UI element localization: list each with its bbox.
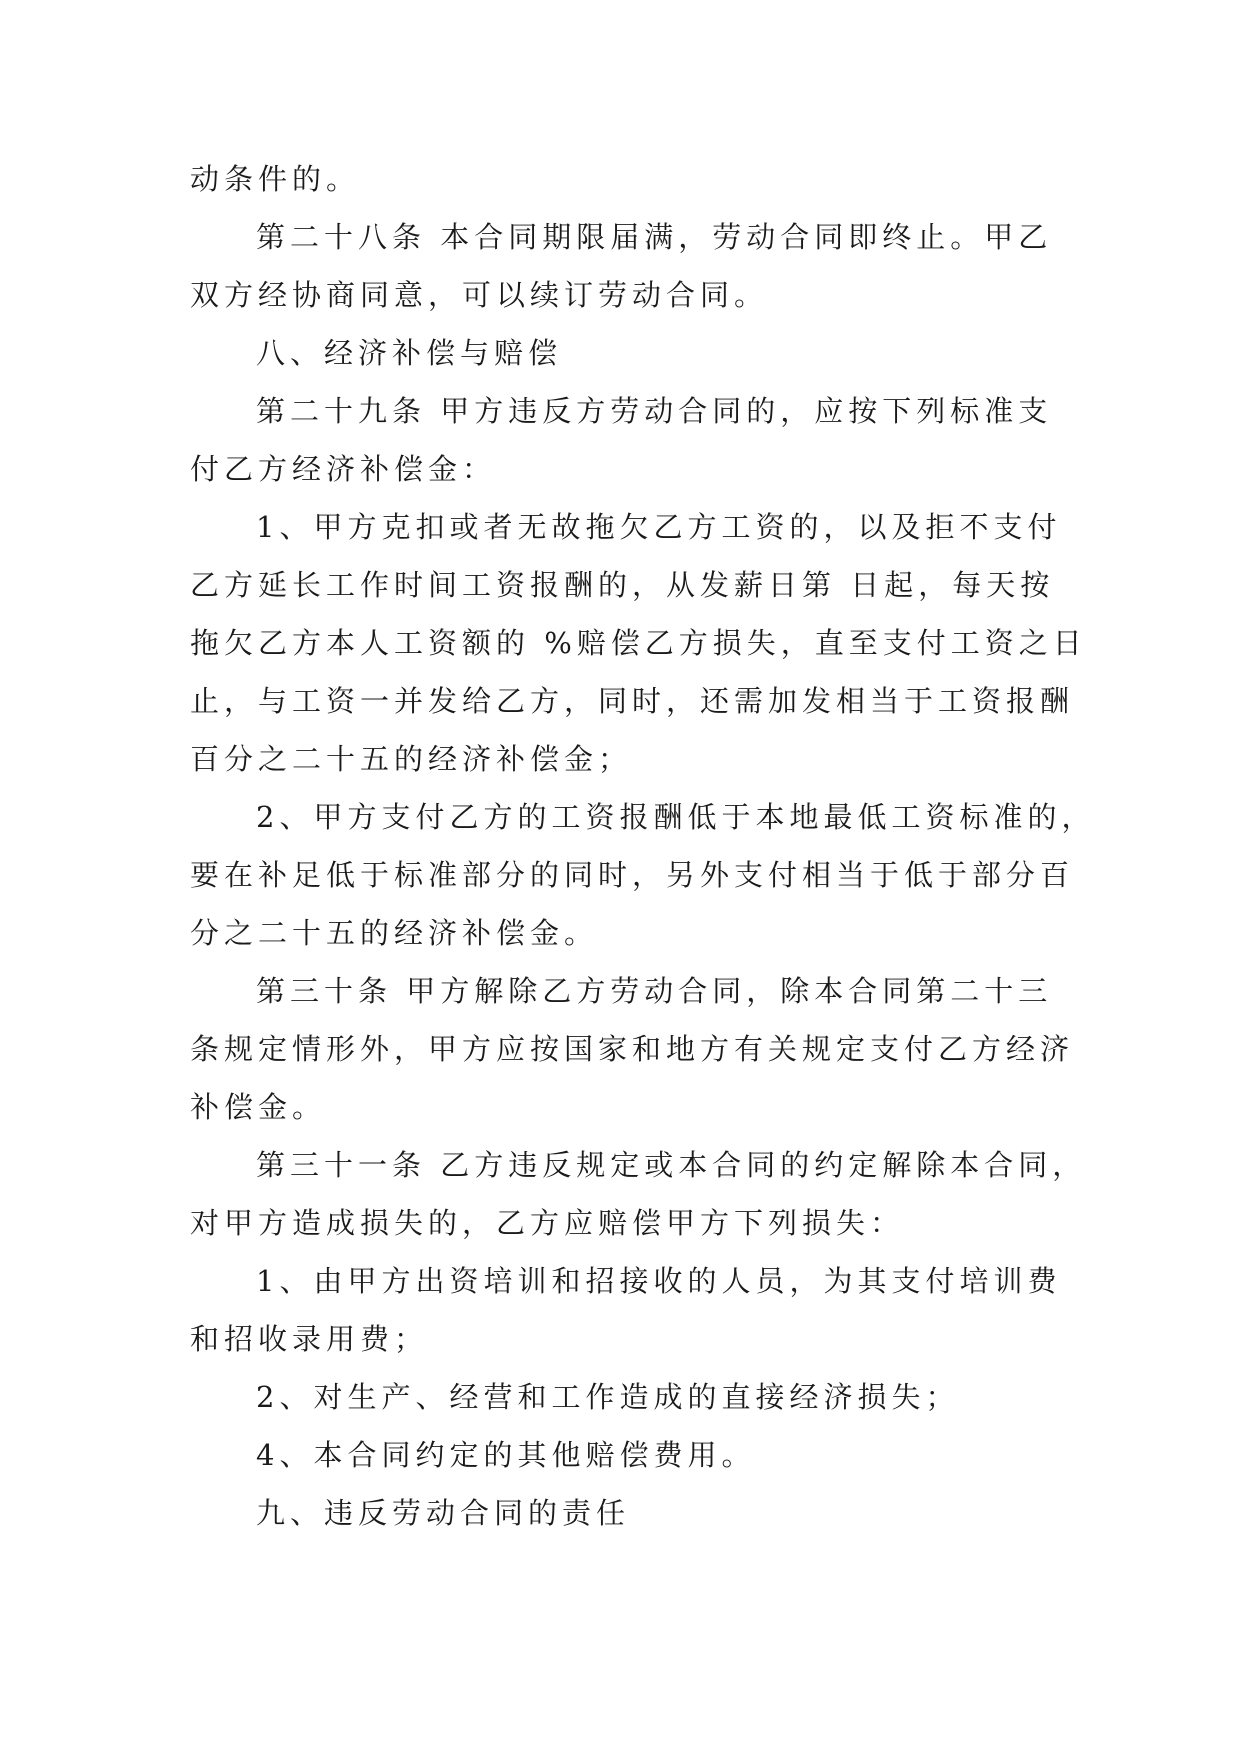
section-heading (190, 324, 1060, 382)
text-line: 4、本合同约定的其他赔偿费用。 (256, 1438, 756, 1472)
text-line: 第三十一条 乙方违反规定或本合同的约定解除本合同， (256, 1148, 1087, 1182)
text-line: 1、由甲方出资培训和招接收的人员，为其支付培训费 (256, 1264, 1062, 1298)
text-line: 双方经协商同意，可以续订劳动合同。 (190, 278, 769, 312)
text-line: 第二十八条 本合同期限届满，劳动合同即终止。甲乙 (256, 220, 1053, 254)
text-line: 补偿金。 (190, 1090, 327, 1124)
section-heading (190, 1484, 1060, 1542)
text-line: 八、经济补偿与赔偿 (256, 336, 563, 370)
text-line: 动条件的。 (190, 162, 361, 196)
paragraph (190, 208, 1060, 324)
text-line: 付乙方经济补偿金： (190, 452, 497, 486)
text-line: 要在补足低于标准部分的同时，另外支付相当于低于部分百 (190, 858, 1075, 892)
text-line: 对甲方造成损失的，乙方应赔偿甲方下列损失： (190, 1206, 905, 1240)
text-line: 条规定情形外，甲方应按国家和地方有关规定支付乙方经济 (190, 1032, 1075, 1066)
text-line: 止，与工资一并发给乙方，同时，还需加发相当于工资报酬 (190, 684, 1075, 718)
text-line: 第二十九条 甲方违反方劳动合同的，应按下列标准支 (256, 394, 1053, 428)
paragraph (190, 1368, 1060, 1426)
text-line: 2、甲方支付乙方的工资报酬低于本地最低工资标准的， (256, 800, 1096, 834)
paragraph (190, 962, 1075, 1136)
paragraph (190, 498, 1087, 788)
paragraph (190, 1252, 1060, 1368)
paragraph (190, 788, 1096, 962)
text-line: 2、对生产、经营和工作造成的直接经济损失； (256, 1380, 960, 1414)
document-page (190, 150, 1096, 1542)
text-line: 乙方延长工作时间工资报酬的，从发薪日第 日起，每天按 (190, 568, 1055, 602)
text-line: 百分之二十五的经济补偿金； (190, 742, 633, 776)
paragraph (190, 150, 1060, 208)
text-line: 九、违反劳动合同的责任 (256, 1496, 631, 1530)
text-line: 和招收录用费； (190, 1322, 429, 1356)
paragraph (190, 382, 1060, 498)
text-line: 拖欠乙方本人工资额的 %赔偿乙方损失，直至支付工资之日 (190, 626, 1087, 660)
paragraph (190, 1426, 1060, 1484)
text-line: 1、甲方克扣或者无故拖欠乙方工资的，以及拒不支付 (256, 510, 1062, 544)
paragraph (190, 1136, 1087, 1252)
text-line: 分之二十五的经济补偿金。 (190, 916, 599, 950)
text-line: 第三十条 甲方解除乙方劳动合同，除本合同第二十三 (256, 974, 1053, 1008)
